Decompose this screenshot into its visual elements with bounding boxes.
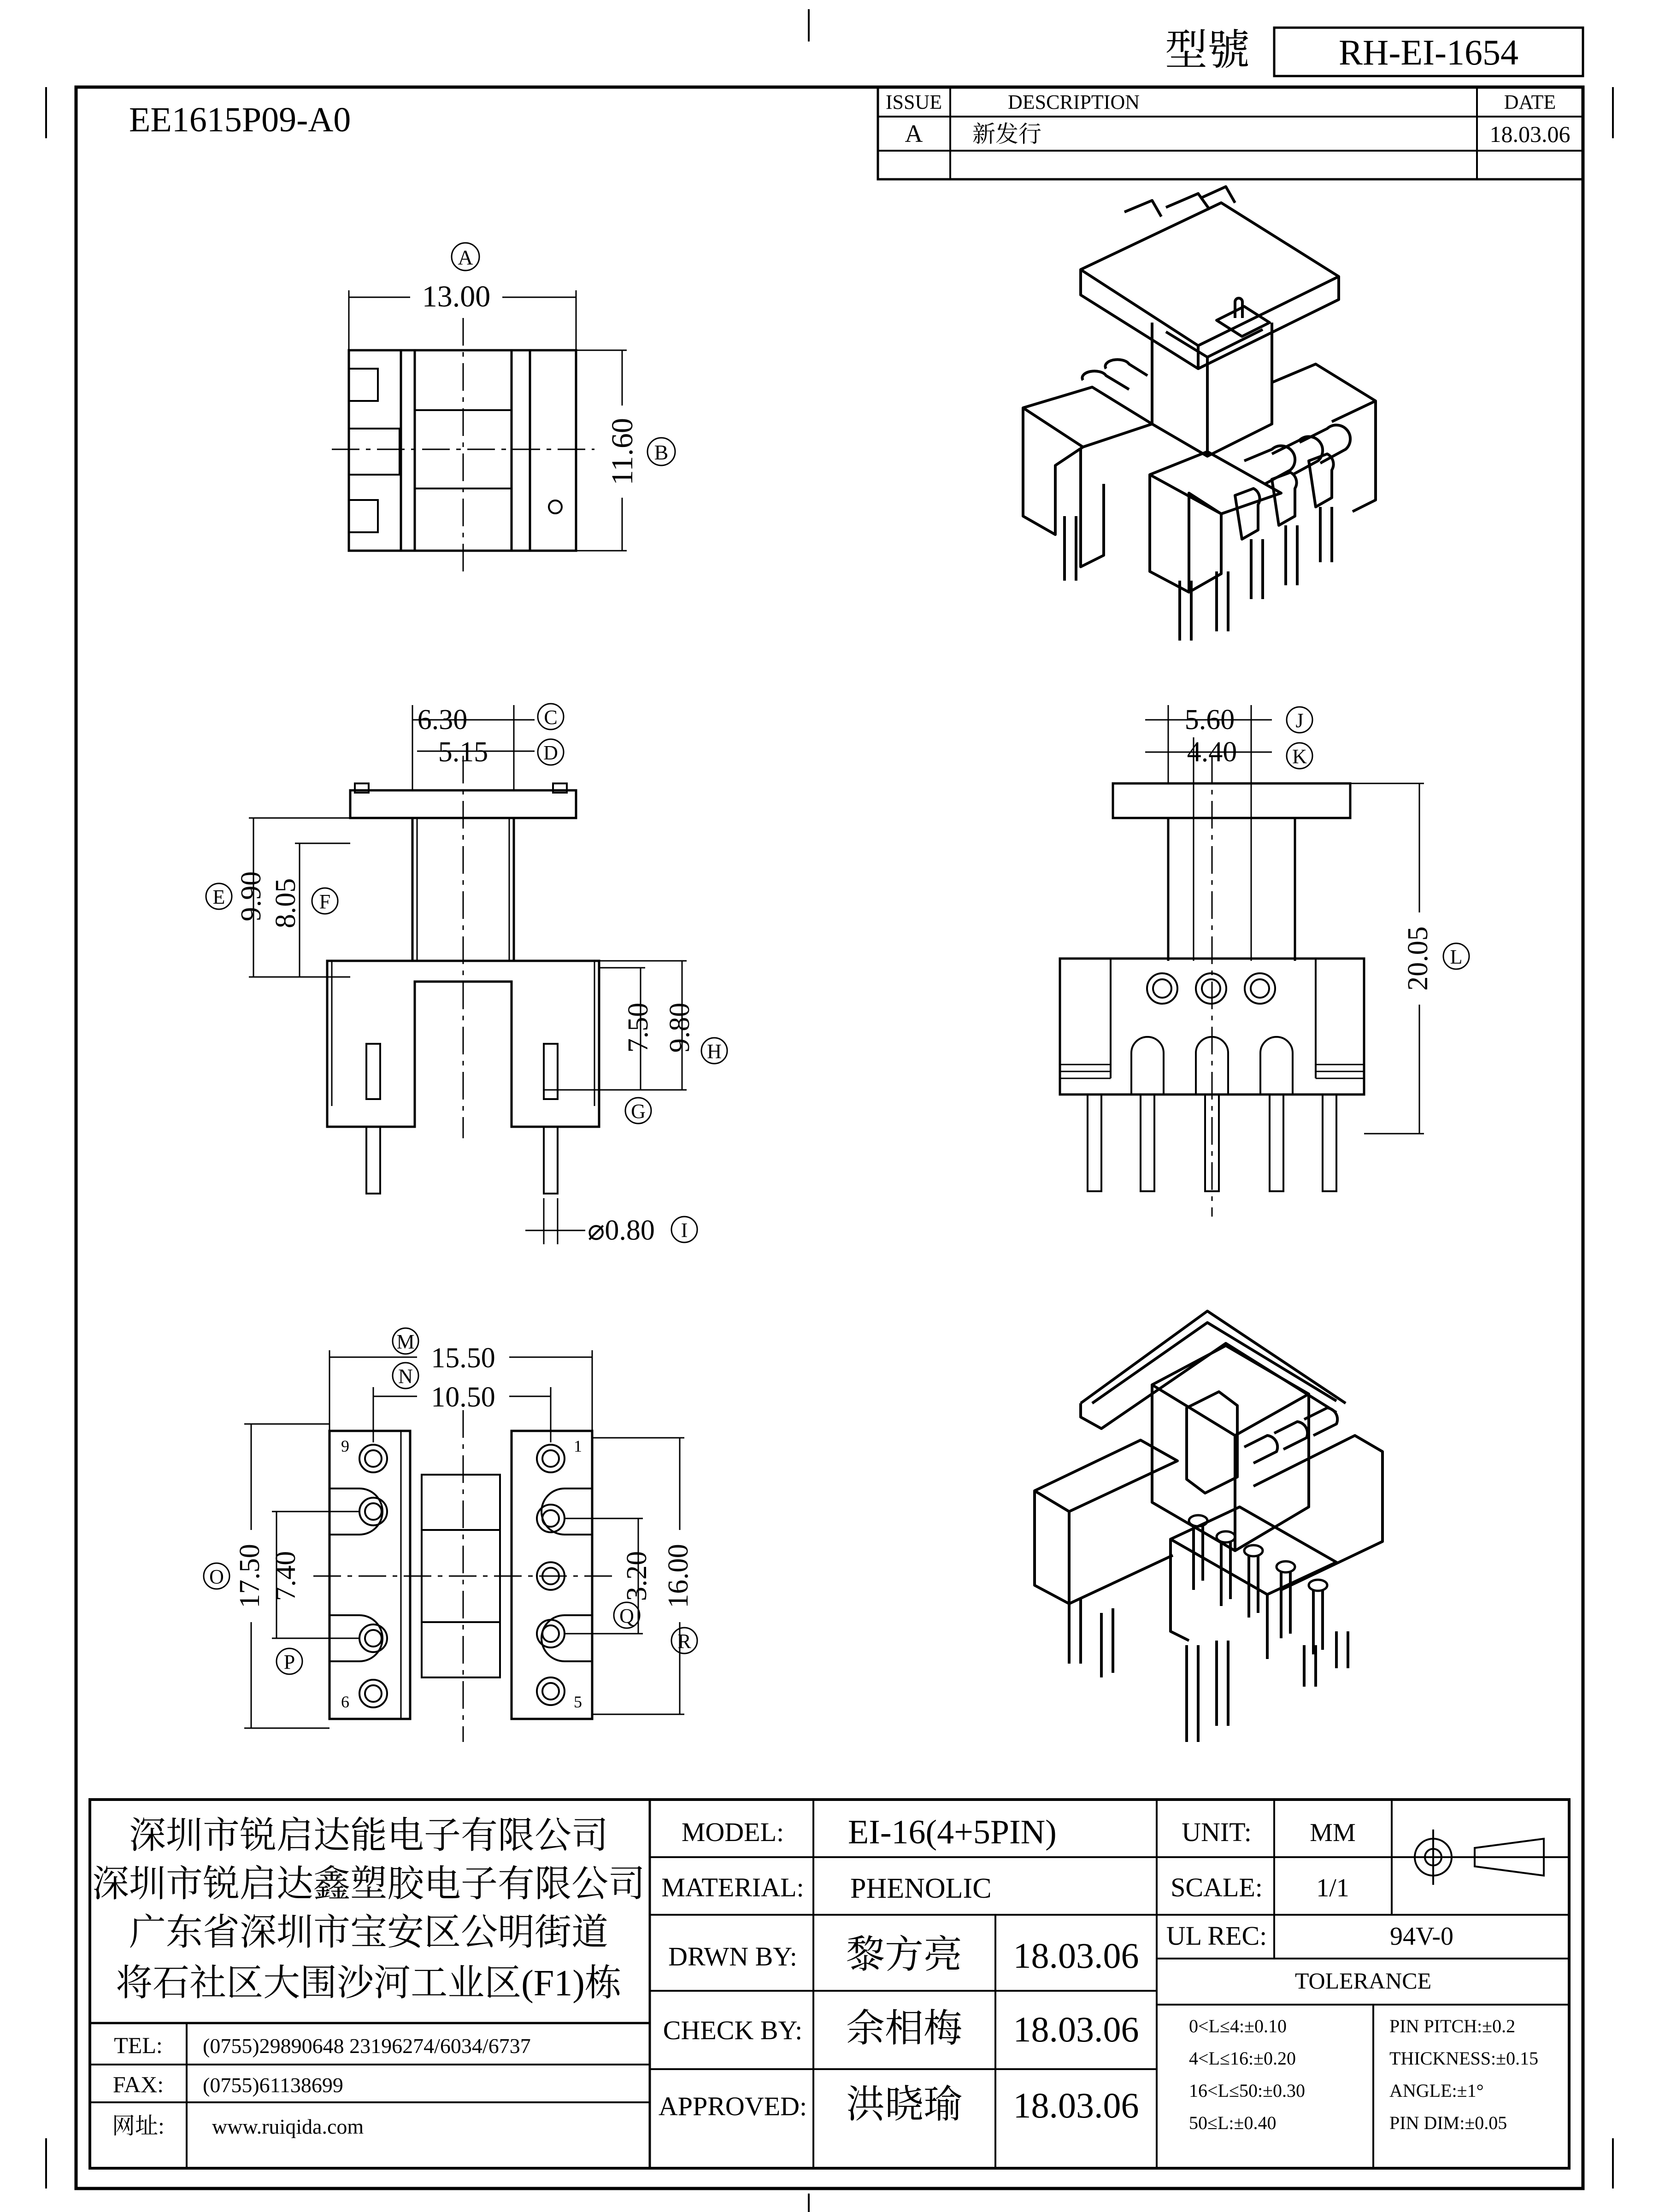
rev-date: 18.03.06 <box>1489 121 1571 147</box>
pin-9-label: 9 <box>341 1437 349 1455</box>
drawn-by-name: 黎方亮 <box>846 1934 963 1977</box>
fax-label: FAX: <box>112 2071 164 2097</box>
company-line-1: 深圳市锐启达能电子有限公司 <box>129 1816 608 1856</box>
dim-d-label: D <box>543 741 558 764</box>
front-view-body <box>327 756 599 1194</box>
dim-g-value: 7.50 <box>623 1002 654 1053</box>
ul-rec-value: 94V-0 <box>1390 1922 1453 1951</box>
dim-e-value: 9.90 <box>235 871 267 922</box>
dim-a-label: A <box>458 246 473 269</box>
fax-value: (0755)61138699 <box>203 2073 343 2097</box>
top-view-body <box>332 318 594 571</box>
isometric-view-bottom <box>1035 1311 1382 1742</box>
tolerance-label: TOLERANCE <box>1294 1968 1432 1994</box>
unit-value: MM <box>1310 1818 1356 1847</box>
dim-b-label: B <box>654 441 669 464</box>
material-value: PHENOLIC <box>850 1873 992 1904</box>
tolerance-row-1: 0<L≤4:±0.10 <box>1189 2016 1287 2036</box>
model-number-value: RH-EI-1654 <box>1339 32 1518 72</box>
dim-e-label: E <box>212 886 225 908</box>
rev-col-description: DESCRIPTION <box>1007 91 1140 113</box>
scale-label: SCALE: <box>1171 1872 1263 1902</box>
website-value: www.ruiqida.com <box>212 2115 364 2138</box>
angle-tolerance: ANGLE:±1° <box>1389 2080 1484 2101</box>
dim-n-value: 10.50 <box>431 1382 495 1413</box>
tel-value: (0755)29890648 23196274/6034/6737 <box>203 2034 531 2058</box>
bottom-view <box>204 1328 697 1742</box>
pin-1-label: 1 <box>574 1437 582 1455</box>
rev-description: 新发行 <box>972 121 1041 147</box>
tolerance-row-3: 16<L≤50:±0.30 <box>1189 2080 1306 2101</box>
dim-i-label: I <box>681 1219 688 1241</box>
dim-n-label: N <box>398 1365 413 1388</box>
title-block <box>90 1800 1569 2168</box>
dim-m-value: 15.50 <box>431 1342 495 1374</box>
bottom-view-body <box>313 1410 613 1742</box>
part-code: EE1615P09-A0 <box>129 100 351 139</box>
checked-by-label: CHECK BY: <box>663 2015 803 2045</box>
scale-value: 1/1 <box>1316 1874 1349 1902</box>
approved-by-label: APPROVED: <box>658 2091 807 2121</box>
company-line-2: 深圳市锐启达鑫塑胶电子有限公司 <box>92 1864 645 1905</box>
tolerance-row-4: 50≤L:±0.40 <box>1189 2112 1277 2133</box>
thickness-tolerance: THICKNESS:±0.15 <box>1389 2048 1539 2069</box>
unit-label: UNIT: <box>1182 1817 1252 1847</box>
dim-c-label: C <box>544 706 558 729</box>
dim-o-value: 17.50 <box>234 1544 265 1608</box>
dim-f-value: 8.05 <box>270 878 301 929</box>
dim-j-value: 5.60 <box>1184 704 1235 735</box>
checked-by-name: 余相梅 <box>846 2007 963 2050</box>
pin-dim-tolerance: PIN DIM:±0.05 <box>1389 2112 1507 2133</box>
drawn-by-label: DRWN BY: <box>668 1941 797 1971</box>
model-number-label: 型號 <box>1165 27 1250 74</box>
material-label: MATERIAL: <box>661 1872 804 1902</box>
model-label: MODEL: <box>681 1817 784 1847</box>
pin-pitch-tolerance: PIN PITCH:±0.2 <box>1389 2016 1516 2036</box>
dim-r-label: R <box>677 1630 691 1653</box>
front-view-dimensions <box>206 704 727 1246</box>
dim-d-value: 5.15 <box>438 736 488 768</box>
dim-l-label: L <box>1450 946 1463 968</box>
ul-rec-label: UL REC: <box>1166 1921 1267 1951</box>
dim-l-value: 20.05 <box>1402 926 1434 991</box>
pin-6-label: 6 <box>341 1693 349 1711</box>
dim-h-value: 9.80 <box>664 1002 695 1053</box>
dim-q-label: Q <box>619 1605 634 1627</box>
dim-k-value: 4.40 <box>1187 736 1237 768</box>
company-info <box>92 1816 645 2139</box>
isometric-view-top <box>1023 187 1376 641</box>
dim-q-value: 3.20 <box>621 1551 653 1601</box>
dim-o-label: O <box>209 1565 224 1588</box>
dim-c-value: 6.30 <box>417 704 468 735</box>
model-value: EI-16(4+5PIN) <box>848 1813 1057 1851</box>
company-line-4: 将石社区大围沙河工业区(F1)栋 <box>116 1963 622 2004</box>
dim-m-label: M <box>396 1330 415 1353</box>
dim-a-value: 13.00 <box>422 280 491 313</box>
dim-r-value: 16.00 <box>663 1544 694 1608</box>
side-view-body <box>1060 756 1364 1217</box>
rev-col-issue: ISSUE <box>885 91 942 113</box>
dim-i-value: ⌀0.80 <box>588 1215 655 1246</box>
top-view <box>332 243 675 571</box>
side-view <box>1060 704 1469 1217</box>
drawn-by-date: 18.03.06 <box>1013 1936 1139 1976</box>
company-line-3: 广东省深圳市宝安区公明街道 <box>129 1912 608 1953</box>
dim-f-label: F <box>319 890 331 913</box>
bottom-view-dimensions <box>204 1328 697 1728</box>
rev-col-date: DATE <box>1504 91 1556 113</box>
approved-by-date: 18.03.06 <box>1013 2085 1139 2125</box>
revision-table <box>878 87 1583 179</box>
dim-g-label: G <box>631 1100 646 1123</box>
dim-j-label: J <box>1295 709 1304 732</box>
website-label: 网址: <box>112 2113 165 2139</box>
front-view <box>206 704 727 1246</box>
tel-label: TEL: <box>114 2032 163 2058</box>
dim-p-label: P <box>283 1651 295 1673</box>
dim-h-label: H <box>707 1040 722 1063</box>
checked-by-date: 18.03.06 <box>1013 2009 1139 2049</box>
dim-b-value: 11.60 <box>606 418 639 486</box>
tolerance-row-2: 4<L≤16:±0.20 <box>1189 2048 1296 2069</box>
pin-5-label: 5 <box>574 1693 582 1711</box>
model-number-box <box>1165 27 1583 76</box>
rev-issue: A <box>905 120 923 147</box>
dim-k-label: K <box>1292 745 1307 768</box>
approved-by-name: 洪晓瑜 <box>846 2083 963 2126</box>
dim-p-value: 7.40 <box>270 1551 301 1601</box>
